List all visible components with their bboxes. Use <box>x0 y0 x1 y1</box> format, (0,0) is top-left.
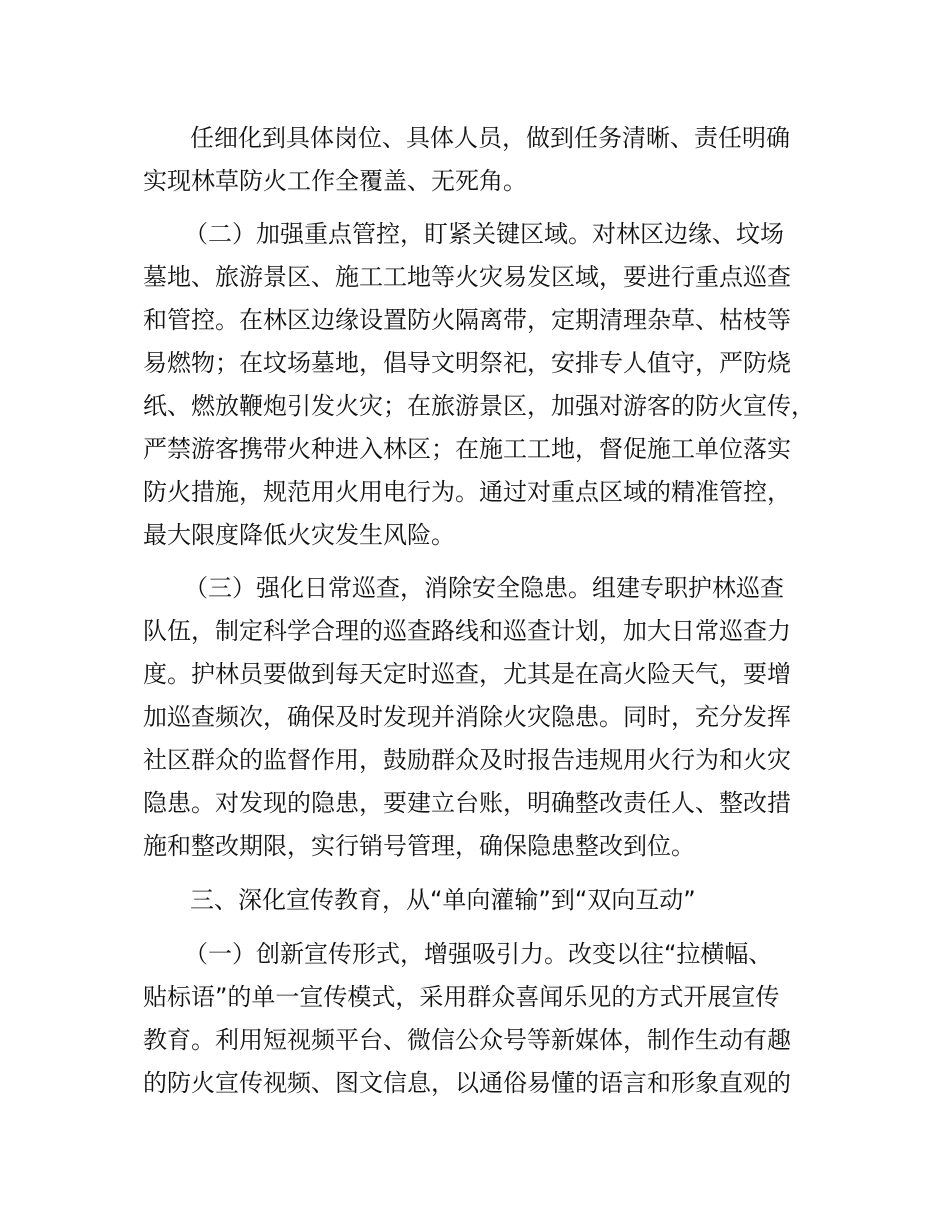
line-text: 度。护林员要做到每天定时巡查，尤其是在高火险天气，要增 <box>143 660 791 688</box>
text-line <box>0 977 950 1017</box>
heading-text: 三、深化宣传教育，从“单向灌输”到“双向互动” <box>190 886 696 914</box>
line-text: 易燃物；在坟场墓地，倡导文明祭祀，安排专人值守，严防烧 <box>143 349 791 377</box>
section-heading <box>0 880 950 920</box>
line-text: 最大限度降低火灾发生风险。 <box>143 521 455 549</box>
line-text: 实现林草防火工作全覆盖、无死角。 <box>143 167 527 195</box>
line-text: 和管控。在林区边缘设置防火隔离带，定期清理杂草、枯枝等 <box>143 306 791 334</box>
line-text: 教育。利用短视频平台、微信公众号等新媒体，制作生动有趣 <box>143 1026 791 1054</box>
text-line <box>0 515 950 555</box>
line-text: 贴标语”的单一宣传模式，采用群众喜闻乐见的方式开展宣传 <box>143 983 780 1011</box>
text-line <box>0 611 950 651</box>
text-line <box>0 343 950 383</box>
line-text: 施和整改期限，实行销号管理，确保隐患整改到位。 <box>143 832 695 860</box>
line-text: 任细化到具体岗位、具体人员，做到任务清晰、责任明确 <box>190 124 790 152</box>
text-line <box>0 429 950 469</box>
text-line <box>0 654 950 694</box>
line-text: 队伍，制定科学合理的巡查路线和巡查计划，加大日常巡查力 <box>143 617 791 645</box>
line-text: 墓地、旅游景区、施工工地等火灾易发区域，要进行重点巡查 <box>143 263 791 291</box>
text-line <box>0 783 950 823</box>
line-text: 加巡查频次，确保及时发现并消除火灾隐患。同时，充分发挥 <box>143 703 791 731</box>
text-line <box>0 826 950 866</box>
text-line <box>0 118 950 158</box>
text-line <box>0 1020 950 1060</box>
line-text: （二）加强重点管控，盯紧关键区域。对林区边缘、坟场 <box>184 220 784 248</box>
line-text: 严禁游客携带火种进入林区；在施工工地，督促施工单位落实 <box>143 435 791 463</box>
text-line <box>0 161 950 201</box>
line-text: 纸、燃放鞭炮引发火灾；在旅游景区，加强对游客的防火宣传， <box>143 392 815 420</box>
line-text: （一）创新宣传形式，增强吸引力。改变以往“拉横幅、 <box>184 940 773 968</box>
line-text: 社区群众的监督作用，鼓励群众及时报告违规用火行为和火灾 <box>143 746 791 774</box>
text-line <box>0 934 950 974</box>
line-text: 隐患。对发现的隐患，要建立台账，明确整改责任人、整改措 <box>143 789 791 817</box>
text-line <box>0 1063 950 1103</box>
text-line <box>0 300 950 340</box>
text-line <box>0 214 950 254</box>
line-text: 防火措施，规范用火用电行为。通过对重点区域的精准管控， <box>143 478 791 506</box>
text-line <box>0 472 950 512</box>
text-line <box>0 386 950 426</box>
line-text: 的防火宣传视频、图文信息，以通俗易懂的语言和形象直观的 <box>143 1069 791 1097</box>
text-line <box>0 568 950 608</box>
text-line <box>0 740 950 780</box>
text-line <box>0 257 950 297</box>
line-text: （三）强化日常巡查，消除安全隐患。组建专职护林巡查 <box>184 574 784 602</box>
text-line <box>0 697 950 737</box>
